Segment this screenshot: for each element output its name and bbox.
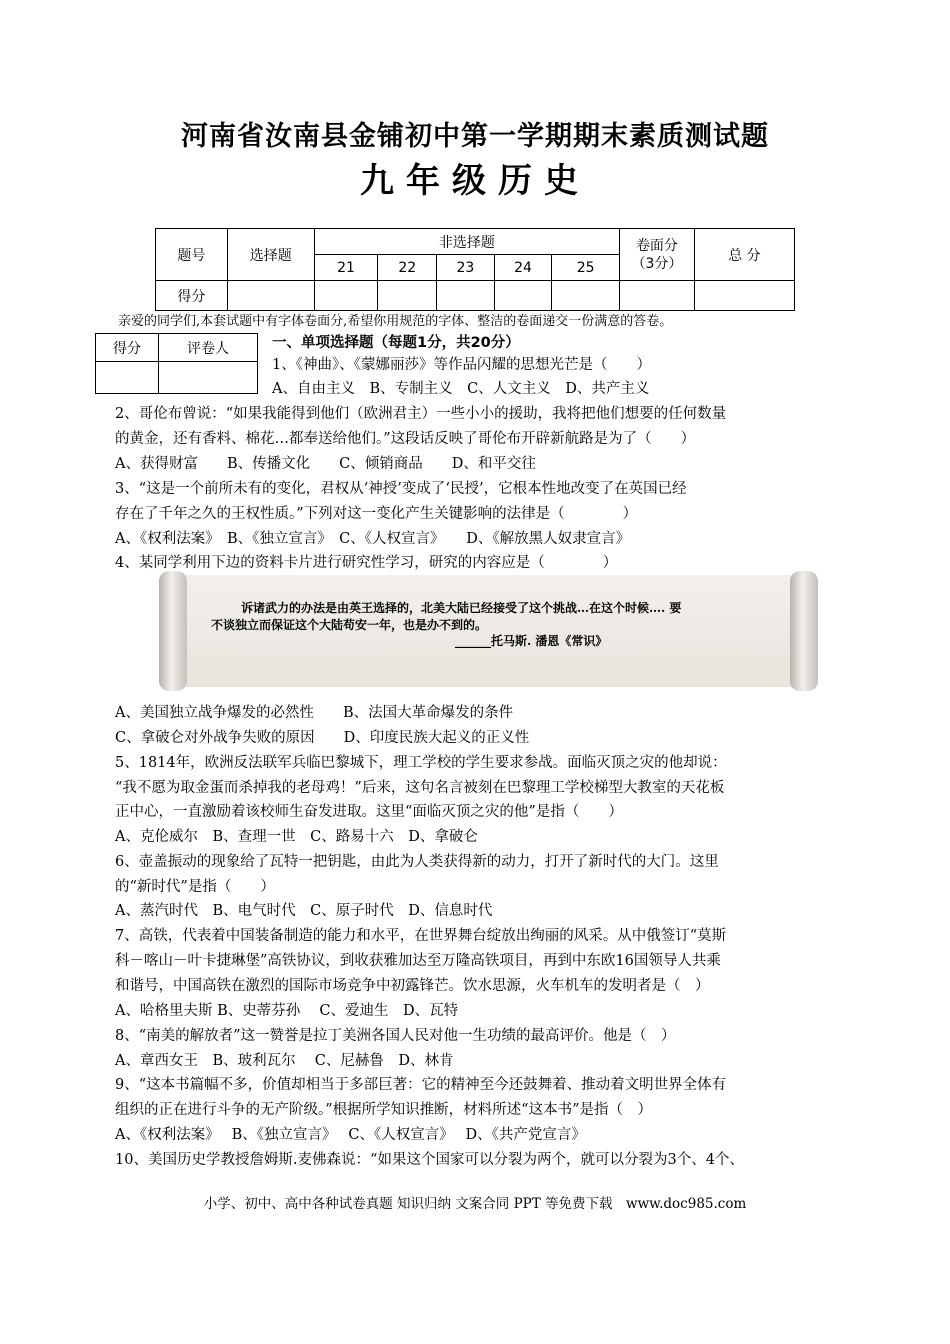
exam-subtitle: 九年级历史 <box>360 161 590 201</box>
score-table-q23: 23 <box>437 255 495 281</box>
score-cell <box>227 281 314 311</box>
question-line: 1、《神曲》、《蒙娜丽莎》等作品闪耀的思想光芒是（ ） <box>272 357 651 373</box>
question-line: 的黄金，还有香料、棉花…都奉送给他们。”这段话反映了哥伦布开辟新航路是为了（ ） <box>115 431 696 447</box>
question-line: C、拿破仑对外战争失败的原因 D、印度民族大起义的正义性 <box>115 730 530 746</box>
scroll-roll-left <box>159 571 187 691</box>
quote-source: ______托马斯. 潘恩《常识》 <box>455 634 608 648</box>
question-line: 3、“这是一个前所未有的变化，君权从‘神授’变成了‘民授’，它根本性地改变了在英国已经 <box>115 481 687 497</box>
score-cell <box>552 281 620 311</box>
question-line: 存在了千年之久的王权性质。”下列对这一变化产生关键影响的法律是（ ） <box>115 506 638 522</box>
question-line: 的“新时代”是指（ ） <box>115 879 275 895</box>
score-table-q25: 25 <box>552 255 620 281</box>
question-line: A、自由主义 B、专制主义 C、人文主义 D、共产主义 <box>272 381 650 397</box>
score-table-q22: 22 <box>378 255 437 281</box>
question-line: A、克伦威尔 B、查理一世 C、路易十六 D、拿破仑 <box>115 829 478 845</box>
score-table-header-number: 题号 <box>156 229 228 281</box>
scroll-roll-right <box>790 571 818 691</box>
question-line: “我不愿为取金蛋而杀掉我的老母鸡！”后来，这句名言被刻在巴黎理工学校梯型大教室的天花板 <box>115 780 725 796</box>
quote-line: 诉诸武力的办法是由英王选择的，北美大陆已经接受了这个挑战…在这个时候…. 要 <box>241 601 682 615</box>
score-cell <box>620 281 695 311</box>
exam-title: 河南省汝南县金铺初中第一学期期末素质测试题 <box>181 121 769 152</box>
grader-table-grader: 评卷人 <box>159 334 258 362</box>
question-line: 7、高铁，代表着中国装备制造的能力和水平，在世界舞台绽放出绚丽的风采。从中俄签订“莫斯 <box>115 928 727 944</box>
score-cell <box>437 281 495 311</box>
grader-cell <box>96 362 159 394</box>
question-line: 2、哥伦布曾说：“如果我能得到他们（欧洲君主）一些小小的援助，我将把他们想要的任何数量 <box>115 406 727 422</box>
question-line: A、蒸汽时代 B、电气时代 C、原子时代 D、信息时代 <box>115 903 493 919</box>
score-table-header-nonchoice: 非选择题 <box>314 229 619 255</box>
score-table-q24: 24 <box>494 255 552 281</box>
grader-table-score: 得分 <box>96 334 159 362</box>
notice-text: 亲爱的同学们,本套试题中有字体卷面分,希望你用规范的字体、整洁的卷面递交一份满意的答卷。 <box>118 314 673 329</box>
score-table <box>155 228 795 311</box>
score-cell <box>378 281 437 311</box>
section-title: 一、单项选择题（每题1分，共20分） <box>272 335 520 351</box>
score-table-score-label: 得分 <box>156 281 228 311</box>
question-line: A、获得财富 B、传播文化 C、倾销商品 D、和平交往 <box>115 456 536 472</box>
question-line: 9、“这本书篇幅不多，价值却相当于多部巨著：它的精神至今还鼓舞着、推动着文明世界全体有 <box>115 1077 727 1093</box>
question-line: A、《权利法案》 B、《独立宣言》 C、《人权宣言》 D、《解放黑人奴隶宣言》 <box>115 531 631 547</box>
question-line: A、《权利法案》 B、《独立宣言》 C、《人权宣言》 D、《共产党宣言》 <box>115 1127 586 1143</box>
question-line: A、章西女王 B、玻利瓦尔 C、尼赫鲁 D、林肯 <box>115 1053 454 1069</box>
question-line: A、美国独立战争爆发的必然性 B、法国大革命爆发的条件 <box>115 705 514 721</box>
grader-cell <box>159 362 258 394</box>
question-line: 科－喀山－叶卡捷琳堡”高铁协议，到收获雅加达至万隆高铁项目，再到中东欧16国领导人共乘 <box>115 953 721 969</box>
score-table-header-total: 总 分 <box>694 229 794 281</box>
question-line: 组织的正在进行斗争的无产阶级。”根据所学知识推断，材料所述“这本书”是指（ ） <box>115 1102 652 1118</box>
score-cell <box>314 281 378 311</box>
question-line: 4、某同学利用下边的资料卡片进行研究性学习，研究的内容应是（ ） <box>115 555 618 571</box>
question-line: A、哈格里夫斯 B、史蒂芬孙 C、爱迪生 D、瓦特 <box>115 1003 459 1019</box>
grader-table <box>95 333 258 394</box>
score-cell <box>694 281 794 311</box>
question-line: 5、1814年，欧洲反法联军兵临巴黎城下，理工学校的学生要求参战。面临灭顶之灾的他却说： <box>115 755 727 771</box>
quote-line: 不谈独立而保证这个大陆苟安一年，也是办不到的。 <box>211 618 488 632</box>
score-cell <box>494 281 552 311</box>
question-line: 6、壶盖振动的现象给了瓦特一把钥匙，由此为人类获得新的动力，打开了新时代的大门。这里 <box>115 854 719 870</box>
question-line: 正中心，一直激励着该校师生奋发进取。这里“面临灭顶之灾的他”是指（ ） <box>115 804 623 820</box>
score-table-header-neatness: 卷面分 （3分） <box>620 229 695 281</box>
score-table-q21: 21 <box>314 255 378 281</box>
quote-card <box>165 575 812 687</box>
question-line: 和谐号，中国高铁在激烈的国际市场竞争中初露锋芒。饮水思源，火车机车的发明者是（ ） <box>115 978 710 994</box>
page-footer: 小学、初中、高中各种试卷真题 知识归纳 文案合同 PPT 等免费下载 www.doc985.com <box>203 1196 747 1212</box>
score-table-header-choice: 选择题 <box>227 229 314 281</box>
question-line: 8、“南美的解放者”这一赞誉是拉丁美洲各国人民对他一生功绩的最高评价。他是（ ） <box>115 1028 676 1044</box>
question-line: 10、美国历史学教授詹姆斯.麦佛森说：“如果这个国家可以分裂为两个，就可以分裂为3个、4个、 <box>115 1152 744 1168</box>
